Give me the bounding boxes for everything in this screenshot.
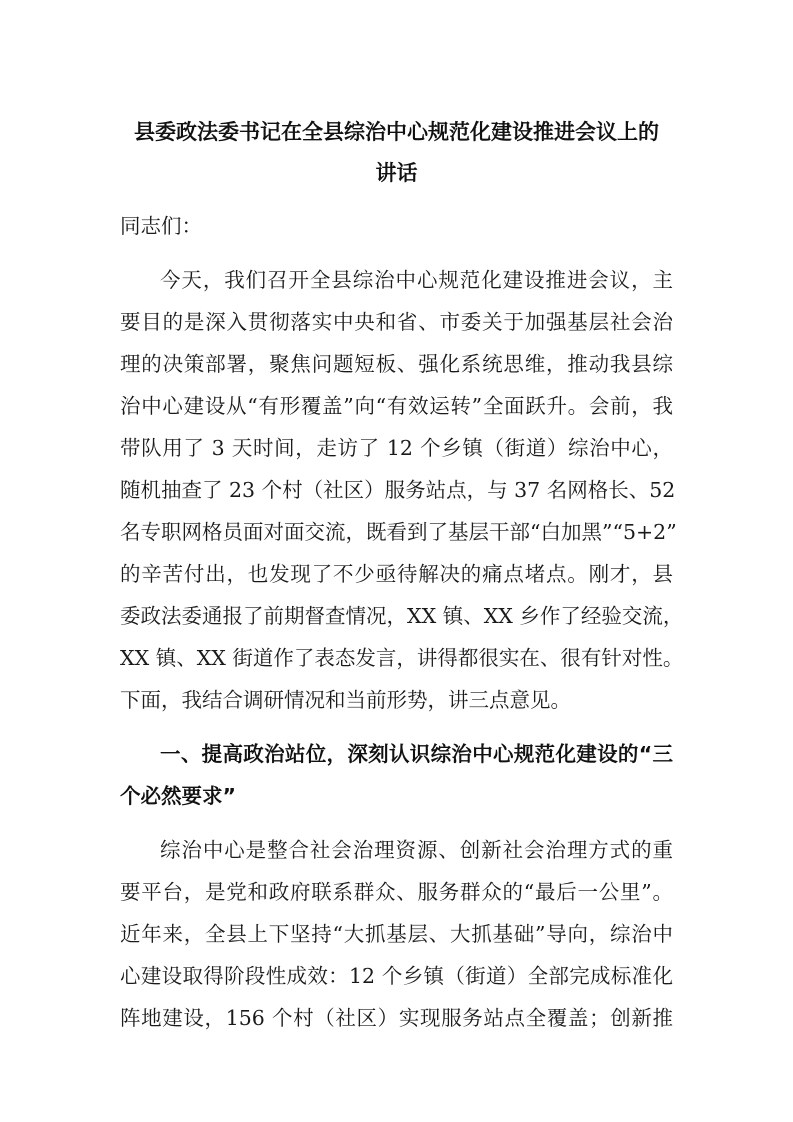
document-title: 县委政法委书记在全县综治中心规范化建设推进会议上的 (134, 120, 659, 144)
paragraph-1-line: 理的决策部署，聚焦问题短板、强化系统思维，推动我县综 (120, 352, 673, 376)
salutation: 同志们： (120, 214, 202, 238)
paragraph-1-line: 委政法委通报了前期督查情况，XX 镇、XX 乡作了经验交流， (120, 604, 684, 628)
paragraph-2-line: 心建设取得阶段性成效：12 个乡镇（街道）全部完成标准化 (120, 964, 673, 988)
paragraph-2-line: 综治中心是整合社会治理资源、创新社会治理方式的重 (160, 838, 673, 862)
paragraph-1-line: 随机抽查了 23 个村（社区）服务站点，与 37 名网格长、52 (120, 478, 676, 502)
paragraph-1-line: 的辛苦付出，也发现了不少亟待解决的痛点堵点。刚才，县 (120, 562, 673, 586)
section-heading-1: 一、提高政治站位，深刻认识综治中心规范化建设的“三 (160, 742, 673, 766)
paragraph-1-line: 治中心建设从“有形覆盖”向“有效运转”全面跃升。会前，我 (120, 394, 673, 418)
paragraph-2-line: 近年来，全县上下坚持“大抓基层、大抓基础”导向，综治中 (120, 922, 673, 946)
paragraph-2-line: 要平台，是党和政府联系群众、服务群众的“最后一公里”。 (120, 880, 673, 904)
paragraph-1-line: XX 镇、XX 街道作了表态发言，讲得都很实在、很有针对性。 (120, 646, 684, 670)
paragraph-1-line: 带队用了 3 天时间，走访了 12 个乡镇（街道）综治中心， (120, 436, 673, 460)
paragraph-1-line: 要目的是深入贯彻落实中央和省、市委关于加强基层社会治 (120, 310, 673, 334)
section-heading-1-continued: 个必然要求” (120, 784, 236, 808)
paragraph-1-line: 名专职网格员面对面交流，既看到了基层干部“白加黑”“5+2” (120, 520, 677, 544)
paragraph-1-line: 下面，我结合调研情况和当前形势，讲三点意见。 (120, 688, 571, 712)
paragraph-2-line: 阵地建设，156 个村（社区）实现服务站点全覆盖；创新推 (120, 1006, 673, 1030)
paragraph-1-line: 今天，我们召开全县综治中心规范化建设推进会议，主 (160, 268, 673, 292)
document-title-continued: 讲话 (375, 161, 418, 185)
